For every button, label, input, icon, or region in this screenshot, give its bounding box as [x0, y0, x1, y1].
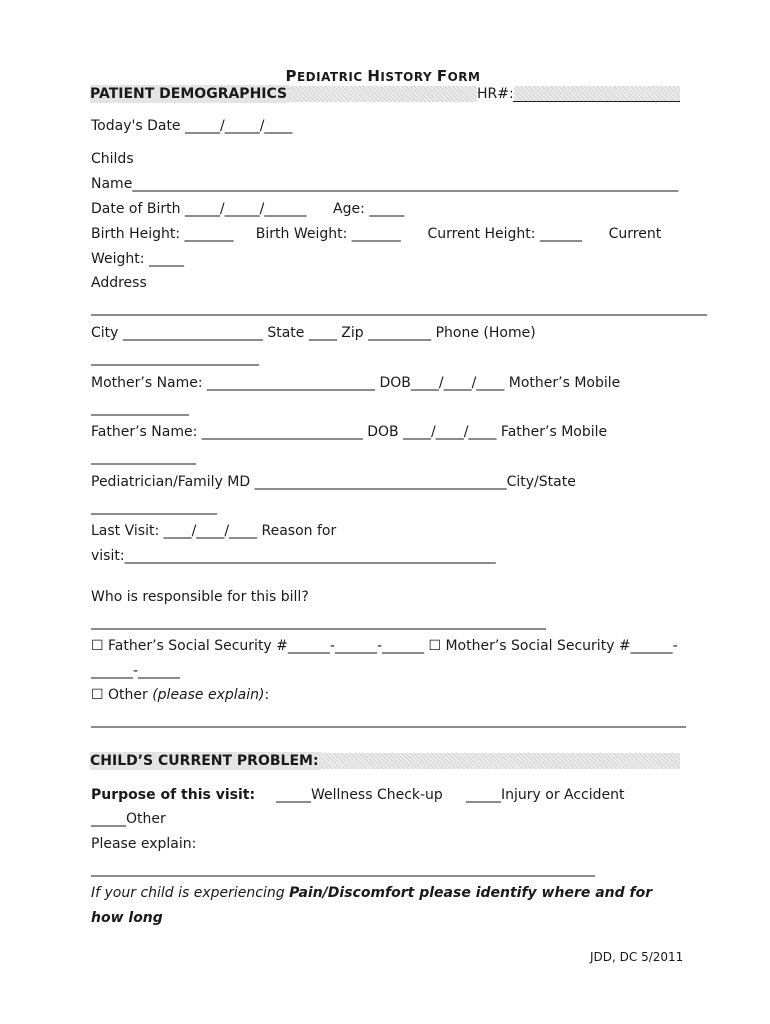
colon: : — [264, 687, 270, 703]
childs-label: Childs — [91, 151, 134, 167]
birth-height-weight-row[interactable]: Birth Height: _______ Birth Weight: _______ Current Height: ______ Current — [91, 226, 662, 242]
hr-number-label: HR#: — [477, 86, 514, 102]
patient-demographics-band — [90, 86, 680, 102]
pediatrician-row[interactable]: Pediatrician/Family MD ____________________________________City/State — [91, 474, 576, 490]
current-weight-field[interactable]: Weight: _____ — [91, 251, 184, 267]
city-state-zip-phone-row[interactable]: City ____________________ State ____ Zip _________ Phone (Home) — [91, 325, 536, 341]
patient-demographics-header: PATIENT DEMOGRAPHICS — [90, 86, 288, 102]
current-problem-band — [90, 753, 680, 769]
other-responsible-row[interactable] — [91, 686, 269, 704]
injury-accident-option[interactable]: _____Injury or Accident — [466, 787, 625, 803]
problem-explain-field[interactable]: ________________________________________________________________________ — [91, 861, 595, 877]
other-visit-option[interactable]: _____Other — [91, 811, 166, 827]
father-mobile-field[interactable]: _______________ — [91, 449, 196, 465]
child-name-field[interactable]: Name______________________________________________________________________________ — [91, 176, 679, 192]
reason-for-visit-field[interactable]: visit:_____________________________________________________ — [91, 548, 496, 564]
mother-mobile-field[interactable]: ______________ — [91, 400, 189, 416]
responsible-party-field[interactable]: _________________________________________________________________ — [91, 614, 546, 630]
address-field[interactable]: ________________________________________________________________________________________ — [91, 300, 707, 316]
home-phone-field[interactable]: ________________________ — [91, 350, 259, 366]
form-version-footer: JDD, DC 5/2011 — [590, 950, 684, 964]
pediatrician-city-state-field[interactable]: __________________ — [91, 499, 217, 515]
hr-number-field[interactable] — [513, 101, 680, 102]
purpose-of-visit-label: Purpose of this visit: — [91, 787, 256, 803]
current-problem-header: CHILD’S CURRENT PROBLEM: — [90, 753, 319, 769]
mother-info-row[interactable]: Mother’s Name: ________________________ DOB____/____/____ Mother’s Mobile — [91, 375, 621, 391]
address-label: Address — [91, 275, 147, 291]
please-explain-italic: (please explain) — [152, 687, 265, 703]
form-title: PEDIATRIC HISTORY FORM — [285, 67, 481, 85]
responsible-party-label: Who is responsible for this bill? — [91, 589, 309, 605]
mother-ssn-continued-field[interactable]: ______-______ — [91, 663, 181, 679]
father-info-row[interactable]: Father’s Name: _______________________ DOB ____/____/____ Father’s Mobile — [91, 424, 608, 440]
todays-date-field[interactable]: Today's Date _____/_____/____ — [91, 118, 293, 134]
social-security-row[interactable]: ☐ Father’s Social Security #______-______-______ ☐ Mother’s Social Security #______- — [91, 638, 678, 654]
wellness-checkup-option[interactable]: _____Wellness Check-up — [276, 787, 443, 803]
pain-discomfort-instruction: If your child is experiencing Pain/Discomfort please identify where and for — [91, 885, 653, 901]
other-explain-field[interactable]: _____________________________________________________________________________________ — [91, 712, 686, 728]
date-of-birth-age-field[interactable]: Date of Birth _____/_____/______ Age: _____ — [91, 201, 405, 217]
other-checkbox-label[interactable]: ☐ Other — [91, 687, 153, 703]
pain-discomfort-instruction-line2: how long — [91, 910, 163, 926]
last-visit-row[interactable]: Last Visit: ____/____/____ Reason for — [91, 523, 337, 539]
please-explain-label: Please explain: — [91, 836, 197, 852]
